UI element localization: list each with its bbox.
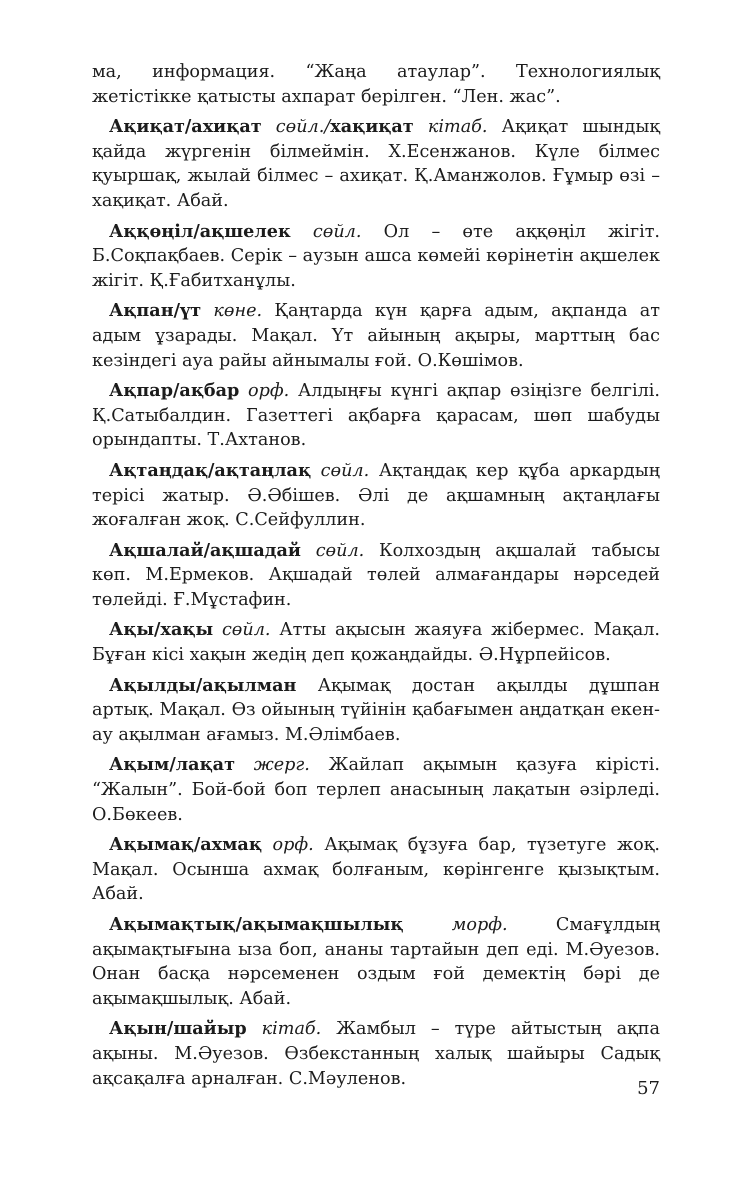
page-number: 57	[637, 1078, 660, 1099]
entry-body: Алдыңғы күнгі ақпар өзіңізге белгілі. Қ.Сатыбалдин. Газеттегі ақбарға қарасам, шөп шабуды орындапты. Т.Ахтанов.	[92, 381, 661, 451]
entry-body: ма, информация. “Жаңа атаулар”. Технологиялық жетістікке қатысты ахпарат берілген. “Лен. жас”.	[92, 62, 660, 107]
entry-label: орф.	[272, 835, 314, 856]
entry-term: Ақшалай/ақшадай	[109, 539, 301, 561]
entry-aqymaq	[92, 833, 660, 907]
entry-aqymaqtyq	[92, 913, 660, 1011]
entry-term: Аққөңіл/ақшелек	[109, 220, 291, 242]
entry-term: Ақын/шайыр	[109, 1018, 247, 1040]
entry-aqtandaq	[92, 459, 660, 533]
entry-body: Ақымақ достан ақылды дұшпан артық. Мақал. Өз ойының түйінін қабағымен аңдатқан екен-ау ақылман ағамыз. М.Әлімбаев.	[92, 675, 660, 745]
entry-aqym	[92, 753, 660, 827]
entry-label: морф.	[451, 915, 508, 935]
entry-label-2: кітаб.	[427, 117, 488, 138]
entry-aqpan	[92, 299, 660, 373]
entry-aqkonil	[92, 220, 660, 294]
entry-term: Ақы/хақы	[109, 619, 214, 641]
entry-label: сөйл.	[320, 460, 370, 481]
entry-label: сөйл.	[221, 620, 271, 641]
entry-body: Жамбыл – түре айтыстың ақпа ақыны. М.Әуезов. Өзбекстанның халық шайыры Садық ақсақалға арналған. С.Мәуленов.	[92, 1019, 661, 1089]
entry-body: Атты ақысын жаяуға жібермес. Мақал. Бұған кісі хақын жедің деп қожаңдайды. Ә.Нұрпейісов.	[92, 620, 661, 666]
entry-body: Жайлап ақымын қазуға кірісті. “Жалын”. Бой-бой боп терлеп анасының лақатын әзірледі. О.Бөкеев.	[92, 755, 661, 825]
entry-label: орф.	[248, 381, 290, 402]
entry-term: Ақпан/үт	[109, 300, 202, 322]
entry-body: Қаңтарда күн қарға адым, ақпанда ат адым ұзарады. Мақал. Үт айының ақыры, марттың бас кезіндегі ауа райы айнымалы ғой. О.Көшімов.	[92, 301, 660, 371]
entry-term-2: хақиқат	[330, 116, 414, 138]
entry-label: сөйл./	[275, 117, 331, 138]
entry-term: Ақпар/ақбар	[109, 380, 240, 402]
entry-term: Ақтаңдақ/ақтаңлақ	[109, 459, 312, 481]
entry-term: Ақымақтық/ақымақшылық	[109, 914, 404, 935]
entry-body: Колхоздың ақшалай табысы көп. М.Ермеков. Ақшадай төлей алмағандары нәрседей төлейді. Ғ.Мұстафин.	[92, 540, 660, 610]
entry-continuation	[92, 60, 660, 109]
entry-aqshalai	[92, 539, 660, 613]
entry-aqy	[92, 618, 660, 667]
entry-term: Ақымақ/ахмақ	[109, 834, 262, 856]
entry-label: кітаб.	[261, 1019, 322, 1040]
entry-body: Ақымақ бұзуға бар, түзетуге жоқ. Мақал. Осынша ахмақ болғаным, көрінгенге қызықтым. Абай.	[92, 835, 661, 905]
entry-body: Смағұлдың ақымақтығына ыза боп, ананы тартайын деп еді. М.Әуезов. Онан басқа нәрсеменен оздым ғой демектің бәрі де ақымақшылық. Абай.	[92, 915, 660, 1009]
entry-aqiqat	[92, 115, 660, 213]
entry-aqpar	[92, 379, 660, 453]
entry-label: сөйл.	[315, 540, 365, 561]
entry-aqyldy	[92, 674, 660, 748]
entry-term: Ақылды/ақылман	[109, 674, 297, 696]
entry-aqyn	[92, 1017, 660, 1091]
entry-label: көне.	[213, 301, 263, 322]
entry-label: сөйл.	[312, 221, 362, 242]
entry-label: жерг.	[253, 755, 310, 776]
entry-term: Ақым/лақат	[109, 754, 235, 776]
entry-body: Ол – өте аққөңіл жігіт. Б.Соқпақбаев. Серік – аузын ашса көмейі көрінетін ақшелек жігіт. Қ.Ғабитханұлы.	[92, 221, 661, 291]
entry-term: Ақиқат/ахиқат	[109, 116, 262, 138]
entry-body: Ақиқат шындық қайда жүргенін білмеймін. Х.Есенжанов. Күле білмес қуыршақ, жылай білмес – ахиқат. Қ.Аманжолов. Ғұмыр өзі – хақиқат. Абай.	[92, 117, 661, 211]
entry-body: Ақтаңдақ кер құба аркардың терісі жатыр. Ә.Әбішев. Әлі де ақшамның ақтаңлағы жоғалған жоқ. С.Сейфуллин.	[92, 460, 661, 531]
